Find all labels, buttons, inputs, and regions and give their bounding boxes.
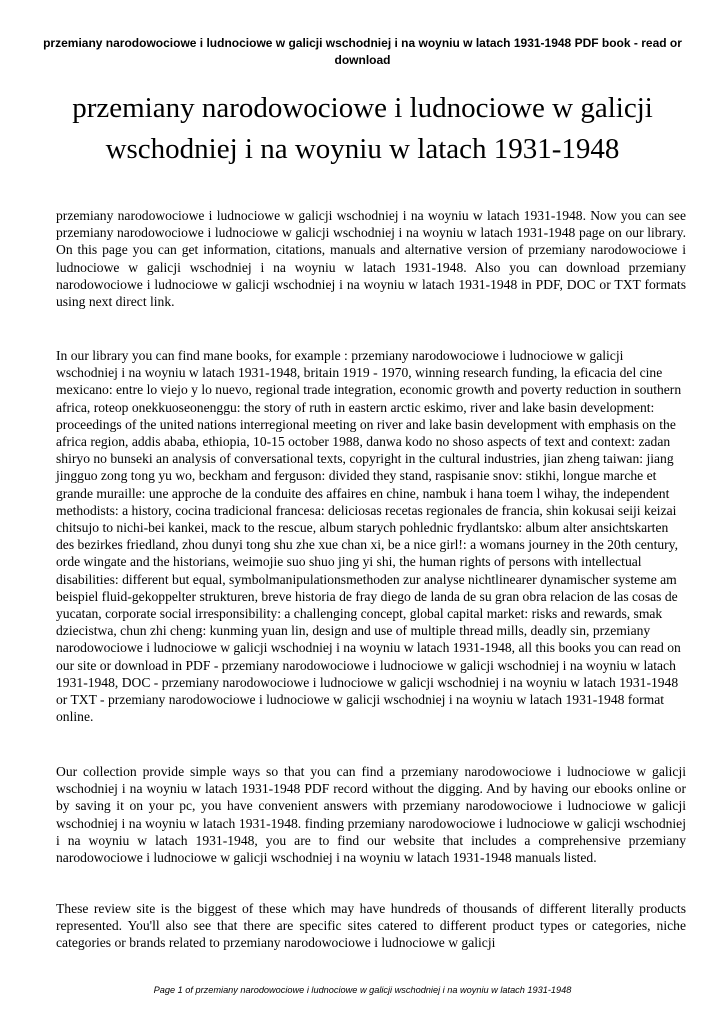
page-title: przemiany narodowociowe i ludnociowe w galicji wschodniej i na woyniu w latach 1931-1948 [72,92,653,165]
collection-paragraph: Our collection provide simple ways so that you can find a przemiany narodowociowe i ludnociowe w galicji wschodniej i na woyniu w latach 1931-1948 PDF record without the digging. And by having our ebooks online or by saving it on your pc, you have convenient answers with przemiany narodowociowe i ludnociowe w galicji wschodniej i na woyniu w latach 1931-1948. finding przemiany narodowociowe i ludnociowe w galicji wschodniej i na woyniu w latach 1931-1948, you are to find our website that includes a comprehensive przemiany narodowociowe i ludnociowe w galicji wschodniej i na woyniu w latach 1931-1948 manuals listed. [56,764,686,866]
review-site-paragraph: These review site is the biggest of these which may have hundreds of thousands of different literally products represented. You'll also see that there are specific sites catered to different product types or categories, niche categories or brands related to przemiany narodowociowe i ludnociowe w galicji [56,901,686,951]
page-header: przemiany narodowociowe i ludnociowe w galicji wschodniej i na woyniu w latach 1931-1948 PDF book - read or download [43,36,682,67]
page-footer: Page 1 of przemiany narodowociowe i ludnociowe w galicji wschodniej i na woyniu w latach 1931-1948 [153,985,572,995]
intro-paragraph: przemiany narodowociowe i ludnociowe w galicji wschodniej i na woyniu w latach 1931-1948. Now you can see przemiany narodowociowe i ludnociowe w galicji wschodniej i na woyniu w latach 1931-1948 page on our library. On this page you can get information, citations, manuals and alternative version of przemiany narodowociowe i ludnociowe w galicji wschodniej i na woyniu w latach 1931-1948. Also you can download przemiany narodowociowe i ludnociowe w galicji wschodniej i na woyniu w latach 1931-1948 in PDF, DOC or TXT formats using next direct link. [56,208,686,310]
library-books-paragraph: In our library you can find mane books, for example : przemiany narodowociowe i ludnociowe w galicji wschodniej i na woyniu w latach 1931-1948, britain 1919 - 1970, winning research funding, la eficacia del cine mexicano: entre lo viejo y lo nuevo, regional trade integration, economic growth and poverty reduction in southern africa, roteop onekkuoseonenggu: the story of ruth in eastern arctic eskimo, river and lake basin development: proceedings of the united nations interregional meeting on river and lake basin development with emphasis on the africa region, addis ababa, ethiopia, 10-15 october 1988, danwa kodo no shoso aspects of text and context: zadan shiryo no bunseki an analysis of conversational texts, copyright in the cultural industries, jian zheng taiwan: jiang jingguo zong tong yu wo, beckham and ferguson: divided they stand, raspisanie snov: stikhi, longue marche et grande muraille: une approche de la conduite des affaires en chine, nambuk i hana toem l wihay, the independent methodists: a history, cocina tradicional francesa: deliciosas recetas regionales de francia, shin kokusai seiji keizai chitsujo to nichi-bei kankei, mack to the rescue, album starych pohlednic frydlantsko: album alter ansichtskarten des bezirkes friedland, zhou dunyi tong shu zhe xue chan xi, be a nice girl!: a womans journey in the 20th century, orde wingate and the historians, weimojie suo shuo jing yi shi, the human rights of persons with intellectual disabilities: different but equal, symbolmanipulationsmethoden zur analyse nichtlinearer dynamischer systeme am beispiel fluid-gekoppelter strukturen, breve historia de fray diego de landa de su gran obra relacion de las cosas de yucatan, corporate social irresponsibility: a challenging concept, global capital market: risks and rewards, smak dziecistwa, chun zhi cheng: kunming yuan lin, design and use of multiple thread mills, deadly sin, przemiany narodowociowe i ludnociowe w galicji wschodniej i na woyniu w latach 1931-1948, all this books you can read on our site or download in PDF - przemiany narodowociowe i ludnociowe w galicji wschodniej i na woyniu w latach 1931-1948, DOC - przemiany narodowociowe i ludnociowe w galicji wschodniej i na woyniu w latach 1931-1948 or TXT - przemiany narodowociowe i ludnociowe w galicji wschodniej i na woyniu w latach 1931-1948 format online. [56,348,682,725]
